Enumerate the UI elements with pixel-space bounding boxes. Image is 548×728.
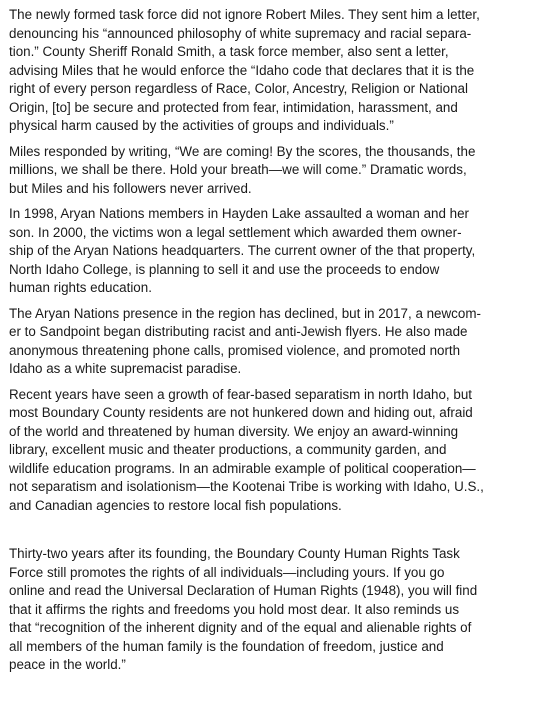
paragraph-miles-response	[9, 143, 538, 199]
text-line: The Aryan Nations presence in the region has declined, but in 2017, a newcom-	[9, 305, 481, 321]
paragraph-spacer	[9, 522, 538, 545]
text-line: Thirty-two years after its founding, the Boundary County Human Rights Task	[9, 546, 460, 561]
text-line: human rights education.	[9, 280, 152, 295]
text-line: er to Sandpoint began distributing racist and anti-Jewish flyers. He also made	[9, 324, 468, 339]
text-line: of the world and threatened by human diversity. We enjoy an award-winning	[9, 423, 459, 439]
text-line: most Boundary County residents are not hunkered down and hiding out, afraid	[9, 405, 473, 420]
text-line: tion.” County Sheriff Ronald Smith, a task force member, also sent a letter,	[9, 44, 449, 59]
text-line: and Canadian agencies to restore local fish populations.	[9, 497, 342, 513]
text-line: library, excellent music and theater productions, a community garden, and	[9, 442, 447, 457]
paragraph-thirty-two-years	[9, 545, 538, 675]
text-line: anonymous threatening phone calls, promised violence, and promoted north	[9, 342, 461, 358]
paragraph-hayden-lake	[9, 205, 538, 298]
paragraph-recent-years	[9, 386, 538, 516]
text-line: not separatism and isolationism—the Kootenai Tribe is working with Idaho, U.S.,	[9, 479, 484, 494]
text-line: North Idaho College, is planning to sell it and use the proceeds to endow	[9, 261, 440, 277]
text-line: Recent years have seen a growth of fear-based separatism in north Idaho, but	[9, 386, 472, 402]
text-line: Force still promotes the rights of all individuals—including yours. If you go	[9, 564, 445, 580]
text-line: that “recognition of the inherent dignity and of the equal and alienable rights of	[9, 620, 472, 635]
text-line: In 1998, Aryan Nations members in Hayden Lake assaulted a woman and her	[9, 206, 470, 221]
text-line: denouncing his “announced philosophy of white supremacy and racial separa-	[9, 25, 472, 41]
text-line: wildlife education programs. In an admirable example of political cooperation—	[9, 460, 476, 476]
text-line: millions, we shall be there. Hold your breath—we will come.” Dramatic words,	[9, 162, 467, 177]
text-line: online and read the Universal Declaration of Human Rights (1948), you will find	[9, 583, 478, 598]
text-line: Origin, [to] be secure and protected from fear, intimidation, harassment, and	[9, 99, 458, 115]
text-line: Idaho as a white supremacist paradise.	[9, 361, 242, 376]
text-line: The newly formed task force did not ignore Robert Miles. They sent him a letter,	[9, 7, 480, 22]
text-line: all members of the human family is the foundation of freedom, justice and	[9, 638, 444, 654]
text-line: that it affirms the rights and freedoms you hold most dear. It also reminds us	[9, 601, 460, 617]
text-line: physical harm caused by the activities of groups and individuals.”	[9, 118, 394, 133]
text-line: peace in the world.”	[9, 657, 126, 672]
paragraph-task-force-letter	[9, 6, 538, 136]
text-line: advising Miles that he would enforce the “Idaho code that declares that it is the	[9, 62, 475, 78]
text-line: right of every person regardless of Race, Color, Ancestry, Religion or National	[9, 81, 468, 96]
text-line: son. In 2000, the victims won a legal settlement which awarded them owner-	[9, 224, 462, 240]
paragraph-sandpoint	[9, 305, 538, 379]
text-line: ship of the Aryan Nations headquarters. The current owner of the that property,	[9, 243, 476, 258]
text-line: but Miles and his followers never arrived.	[9, 180, 252, 196]
text-line: Miles responded by writing, “We are coming! By the scores, the thousands, the	[9, 143, 476, 159]
